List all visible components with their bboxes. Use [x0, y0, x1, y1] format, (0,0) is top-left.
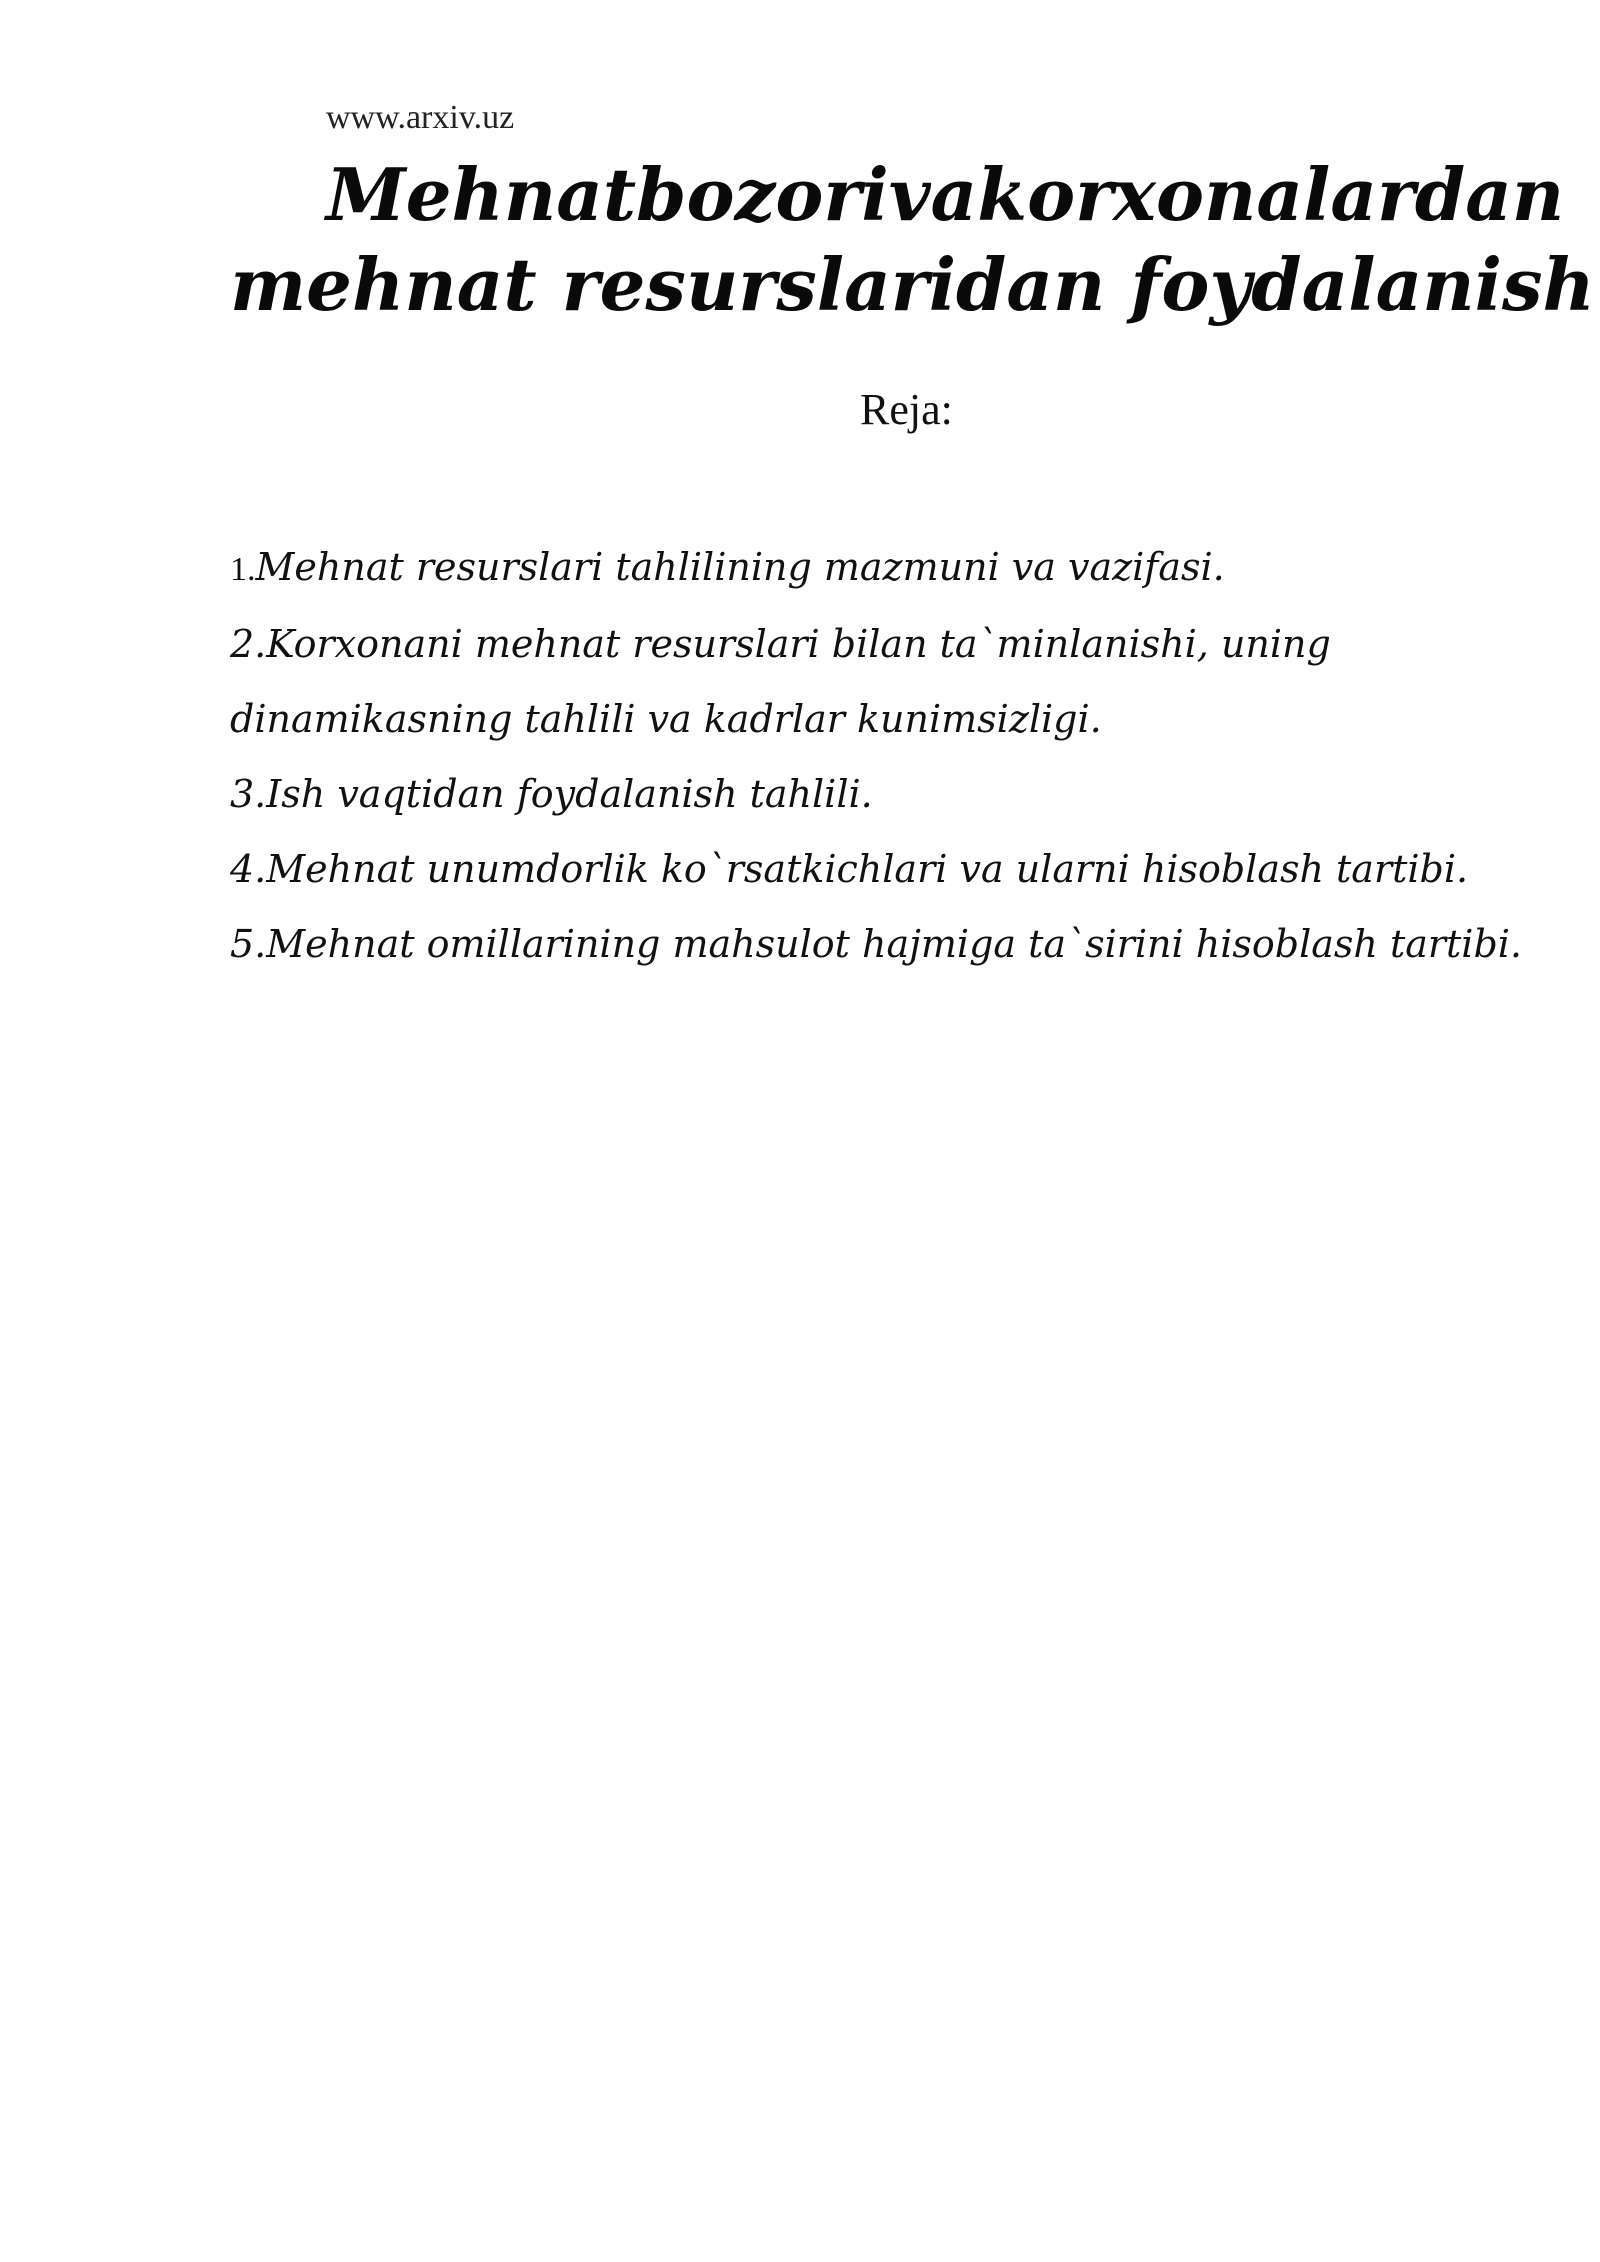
plan-item — [230, 530, 1530, 607]
plan-item — [230, 907, 1530, 982]
plan-item-text: Mehnat omillarining mahsulot hajmiga ta`sirini hisoblash tartibi. — [266, 922, 1523, 966]
plan-item-continuation — [230, 682, 1530, 757]
document-title — [230, 150, 1595, 330]
title-word: va — [888, 152, 978, 237]
plan-item-text: Mehnat resurslari tahlilining mazmuni va vazifasi. — [255, 545, 1225, 589]
title-line-1 — [230, 150, 1565, 240]
plan-list — [230, 530, 1530, 982]
title-line-2: mehnat resurslaridan foydalanish — [230, 242, 1595, 327]
plan-item-number: 1. — [230, 551, 256, 588]
plan-item — [230, 607, 1530, 682]
plan-item-number: 2. — [230, 622, 267, 666]
plan-item-number: 3. — [230, 772, 267, 816]
title-word: korxonalardan — [977, 152, 1565, 237]
plan-item-number: 5. — [230, 922, 267, 966]
plan-item — [230, 757, 1530, 832]
plan-item — [230, 832, 1530, 907]
title-word: bozori — [636, 152, 889, 237]
plan-item-text: Mehnat unumdorlik ko`rsatkichlari va ularni hisoblash tartibi. — [266, 847, 1469, 891]
plan-item-text: Ish vaqtidan foydalanish tahlili. — [266, 772, 873, 816]
plan-heading: Reja: — [860, 385, 953, 434]
plan-item-number: 4. — [230, 847, 267, 891]
site-url: www.arxiv.uz — [326, 99, 515, 136]
title-word: Mehnat — [326, 152, 637, 237]
plan-item-text: dinamikasning tahlili va kadrlar kunimsizligi. — [230, 697, 1102, 741]
plan-item-text: Korxonani mehnat resurslari bilan ta`minlanishi, uning — [266, 622, 1331, 666]
